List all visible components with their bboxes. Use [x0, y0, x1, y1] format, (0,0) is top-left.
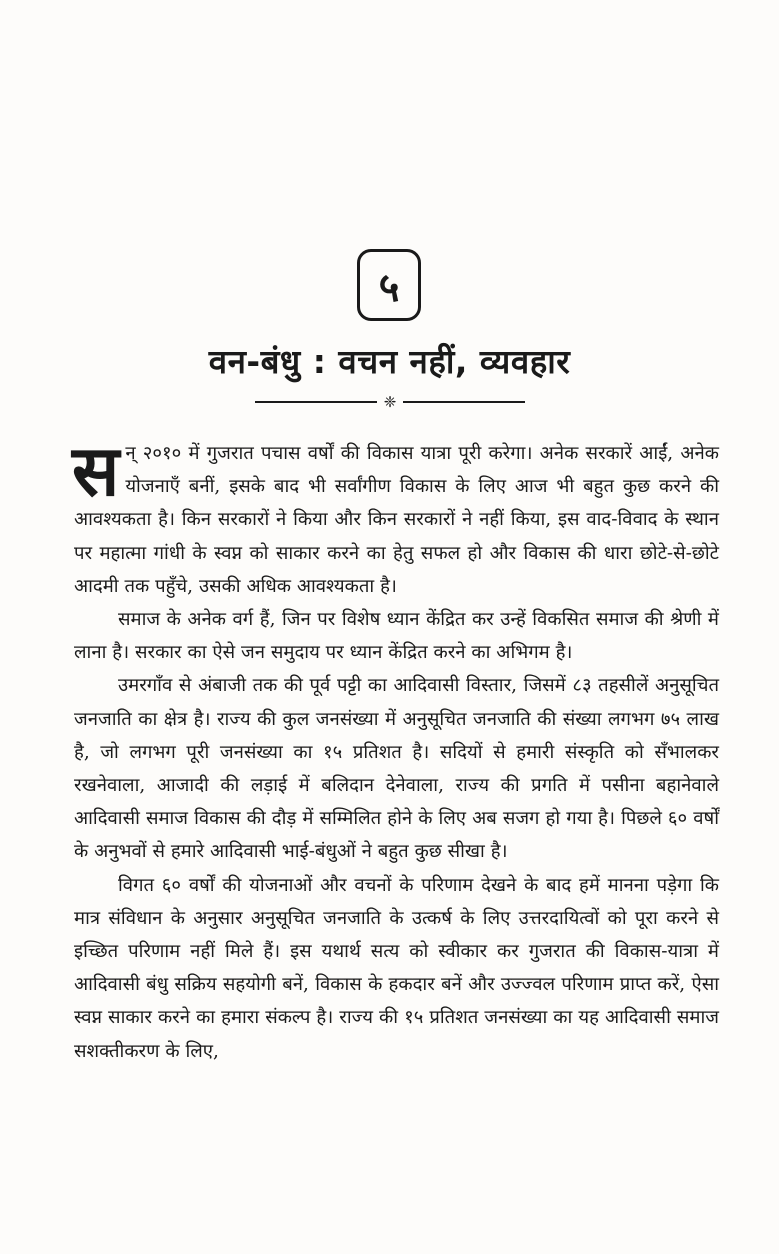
ornament-icon: ❈	[383, 393, 397, 411]
paragraph: समाज के अनेक वर्ग हैं, जिन पर विशेष ध्यान केंद्रित कर उन्हें विकसित समाज की श्रेणी में लाना है। सरकार का ऐसे जन समुदाय पर ध्यान केंद्रित करने का अभिगम है।	[74, 609, 719, 664]
drop-cap: स	[72, 430, 120, 512]
chapter-number: ५	[378, 264, 400, 311]
paragraph: विगत ६० वर्षों की योजनाओं और वचनों के परिणाम देखने के बाद हमें मानना पड़ेगा कि मात्र संविधान के अनुसार अनुसूचित जनजाति के उत्कर्ष के लिए उत्तरदायित्वों को पूरा करने से इच्छित परिणाम नहीं मिले हैं। इस यथार्थ सत्य को स्वीकार कर गुजरात की विकास-यात्रा में आदिवासी बंधु सक्रिय सहयोगी बनें, विकास के हकदार बनें और उज्ज्वल परिणाम प्राप्त करें, ऐसा स्वप्न साकार करने का हमारा संकल्प है। राज्य की १५ प्रतिशत जनसंख्या का यह आदिवासी समाज सशक्तीकरण के लिए,	[74, 874, 719, 1062]
paragraph: उमरगाँव से अंबाजी तक की पूर्व पट्टी का आदिवासी विस्तार, जिसमें ८३ तहसीलें अनुसूचित जनजाति का क्षेत्र है। राज्य की कुल जनसंख्या में अनुसूचित जनजाति की संख्या लगभग ७५ लाख है, जो लगभग पूरी जनसंख्या का १५ प्रतिशत है। सदियों से हमारी संस्कृति को सँभालकर रखनेवाला, आजादी की लड़ाई में बलिदान देनेवाला, राज्य की प्रगति में पसीना बहानेवाले आदिवासी समाज विकास की दौड़ में सम्मिलित होने के लिए अब सजग हो गया है। पिछले ६० वर्षों के अनुभवों से हमारे आदिवासी भाई-बंधुओं ने बहुत कुछ सीखा है।	[74, 675, 719, 863]
title-ornament-divider	[255, 392, 525, 412]
chapter-title: वन-बंधु : वचन नहीं, व्यवहार	[208, 342, 571, 381]
divider-rule-left	[255, 401, 377, 403]
paragraph-text: न् २०१० में गुजरात पचास वर्षों की विकास यात्रा पूरी करेगा। अनेक सरकारें आईं, अनेक योजनाएँ बनीं, इसके बाद भी सर्वांगीण विकास के लिए आज भी बहुत कुछ करने की आवश्यकता है। किन सरकारों ने किया और किन सरकारों ने नहीं किया, इस वाद-विवाद के स्थान पर महात्मा गांधी के स्वप्न को साकार करने का हेतु सफल हो और विकास की धारा छोटे-से-छोटे आदमी तक पहुँचे, उसकी अधिक आवश्यकता है।	[74, 443, 719, 597]
chapter-number-box	[357, 249, 421, 321]
paragraph	[72, 430, 719, 603]
divider-rule-right	[403, 401, 525, 403]
body-text	[72, 430, 719, 1068]
